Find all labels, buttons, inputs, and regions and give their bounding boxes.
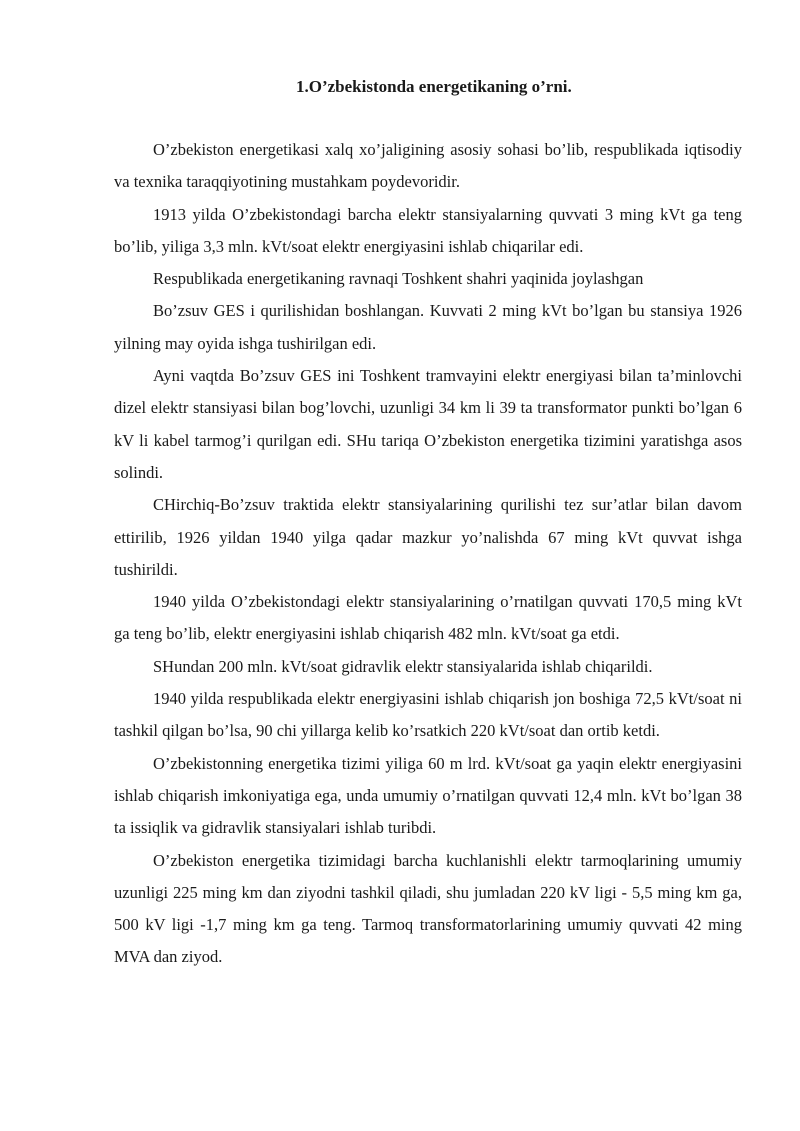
paragraph-1: O’zbekiston energetikasi xalq xo’jaligining asosiy sohasi bo’lib, respublikada iqtisodiy va texnika taraqqiyotining mustahkam poydevoridir. (114, 140, 742, 192)
page-title: 1.O’zbekistonda energetikaning o’rni. (296, 77, 572, 96)
paragraph-7: 1940 yilda O’zbekistondagi elektr stansiyalarining o’rnatilgan quvvati 170,5 ming kVt ga teng bo’lib, elektr energiyasini ishlab chiqarish 482 mln. kVt/soat ga etdi. (114, 592, 742, 644)
document-page (114, 74, 742, 974)
paragraph-8: SHundan 200 mln. kVt/soat gidravlik elektr stansiyalarida ishlab chiqarildi. (153, 656, 653, 676)
paragraph-11: O’zbekiston energetika tizimidagi barcha kuchlanishli elektr tarmoqlarining umumiy uzunligi 225 ming km dan ziyodni tashkil qiladi, shu jumladan 220 kV ligi - 5,5 ming km ga, 500 kV ligi -1,7 ming km ga teng. Tarmoq transformatorlarining umumiy quvvati 42 ming MVA dan ziyod. (114, 850, 742, 967)
paragraph-4: Bo’zsuv GES i qurilishidan boshlangan. Kuvvati 2 ming kVt bo’lgan bu stansiya 1926 yilning may oyida ishga tushirilgan edi. (114, 301, 742, 353)
paragraph-6: CHirchiq-Bo’zsuv traktida elektr stansiyalarining qurilishi tez sur’atlar bilan davom ettirilib, 1926 yildan 1940 yilga qadar mazkur yo’nalishda 67 ming kVt quvvat ishga tushirildi. (114, 495, 742, 579)
paragraph-3: Respublikada energetikaning ravnaqi Toshkent shahri yaqinida joylashgan (153, 269, 644, 289)
paragraph-5: Ayni vaqtda Bo’zsuv GES ini Toshkent tramvayini elektr energiyasi bilan ta’minlovchi dizel elektr stansiyasi bilan bog’lovchi, uzunligi 34 km li 39 ta transformator punkti bo’lgan 6 kV li kabel tarmog’i qurilgan edi. SHu tariqa O’zbekiston energetika tizimini yaratishga asos solindi. (114, 366, 742, 482)
paragraph-10: O’zbekistonning energetika tizimi yiliga 60 m lrd. kVt/soat ga yaqin elektr energiyasini ishlab chiqarish imkoniyatiga ega, unda umumiy o’rnatilgan quvvati 12,4 mln. kVt bo’lgan 38 ta issiqlik va gidravlik stansiyalari ishlab turibdi. (114, 753, 742, 838)
paragraph-9: 1940 yilda respublikada elektr energiyasini ishlab chiqarish jon boshiga 72,5 kVt/soat ni tashkil qilgan bo’lsa, 90 chi yillarga kelib ko’rsatkich 220 kVt/soat dan ortib ketdi. (114, 689, 742, 741)
paragraph-2: 1913 yilda O’zbekistondagi barcha elektr stansiyalarning quvvati 3 ming kVt ga teng bo’lib, yiliga 3,3 mln. kVt/soat elektr energiyasini ishlab chiqarilar edi. (114, 204, 742, 256)
